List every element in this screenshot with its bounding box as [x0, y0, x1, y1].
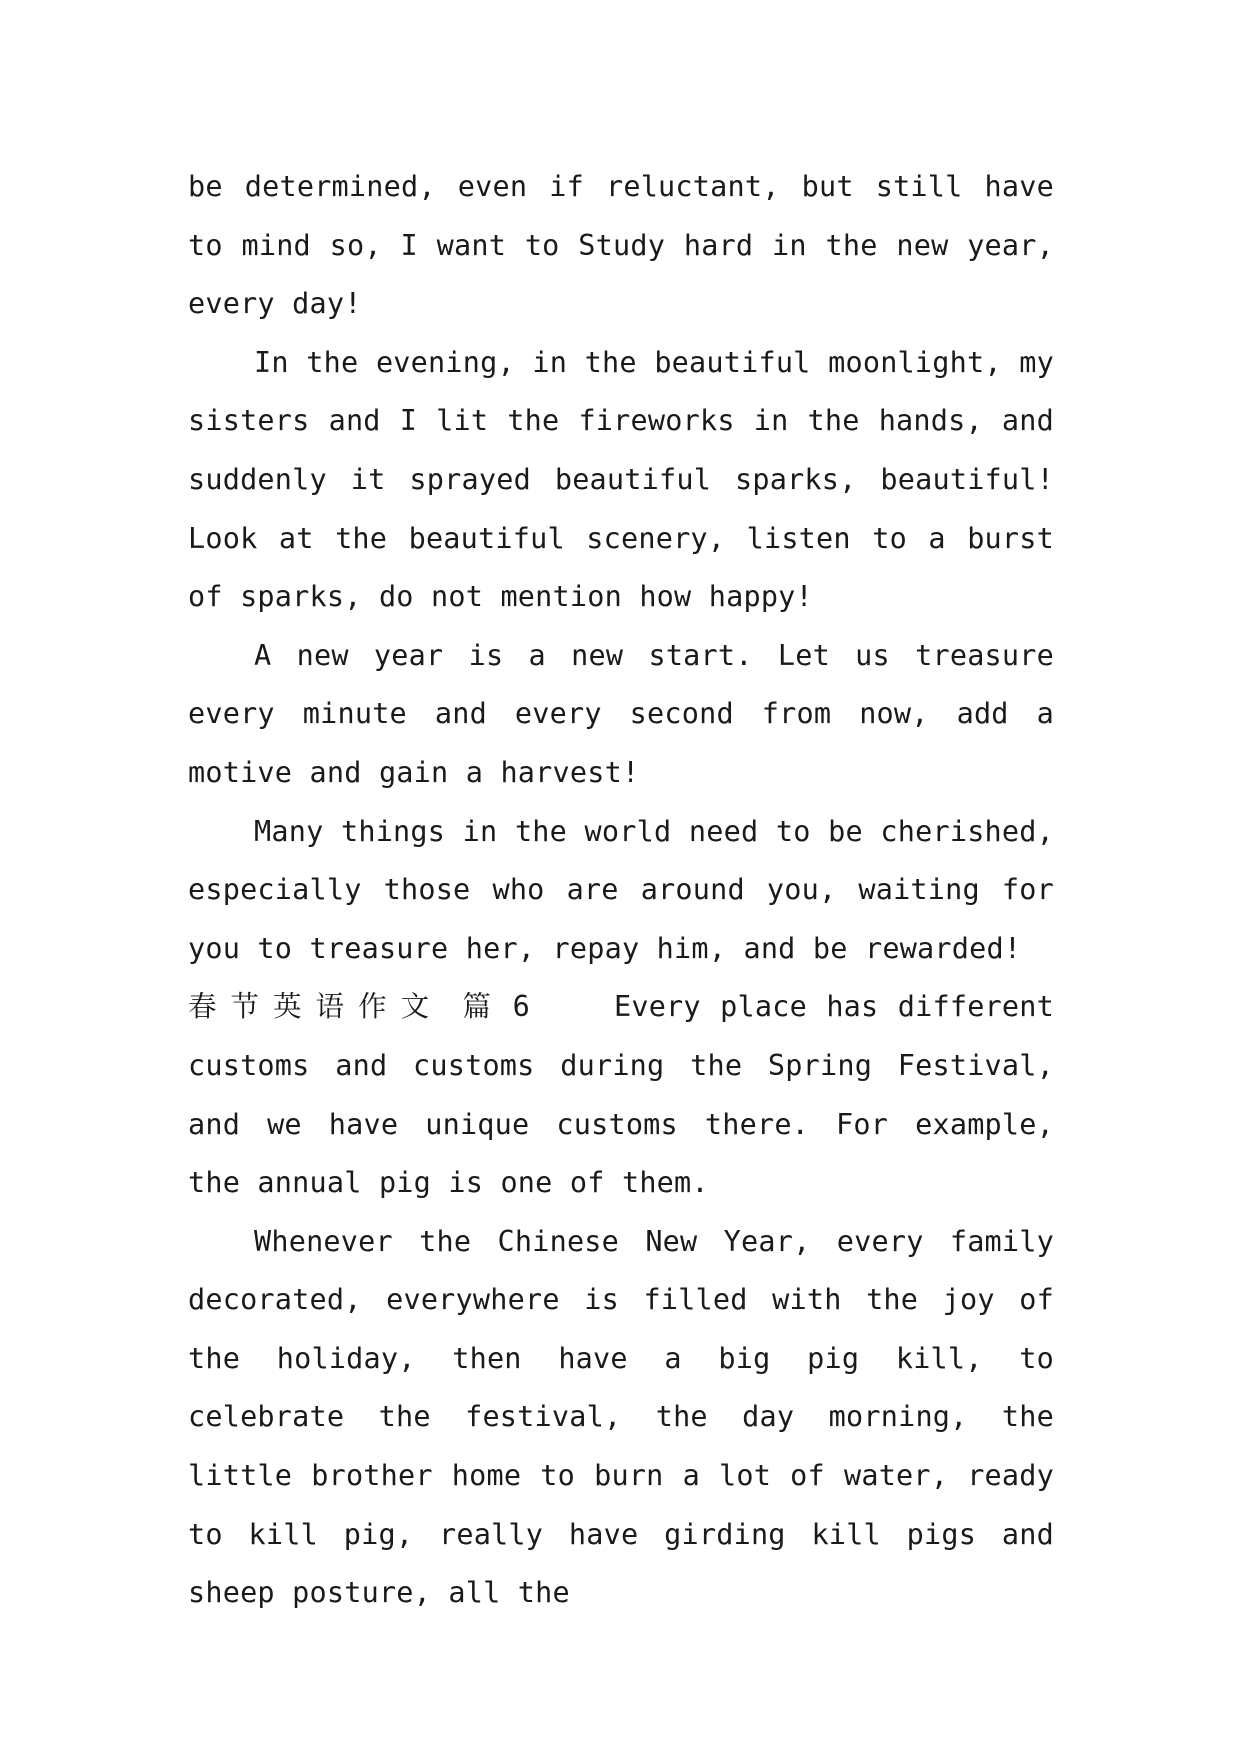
paragraph: In the evening, in the beautiful moonlight, my sisters and I lit the fireworks in the hands, and suddenly it sprayed beautiful sparks, beautiful! Look at the beautiful scenery, listen to a burst of sparks, do not mention how happy!	[188, 345, 1054, 614]
document-body	[188, 158, 1054, 1623]
paragraph: Whenever the Chinese New Year, every family decorated, everywhere is filled with the joy of the holiday, then have a big pig kill, to celebrate the festival, the day morning, the little brother home to burn a lot of water, ready to kill pig, really have girding kill pigs and sheep posture, all the	[188, 1224, 1054, 1610]
paragraph: Many things in the world need to be cherished, especially those who are around you, waiting for you to treasure her, repay him, and be rewarded!	[188, 814, 1054, 965]
section-paragraph	[188, 978, 1054, 1212]
section-heading: 春节英语作文	[188, 990, 444, 1024]
paragraph: A new year is a new start. Let us treasure every minute and every second from now, add a motive and gain a harvest!	[188, 638, 1054, 789]
section-number: 篇 6	[462, 990, 530, 1024]
section-first-paragraph: Every place has different customs and customs during the Spring Festival, and we have unique customs there. For example, the annual pig is one of them.	[188, 990, 1055, 1200]
paragraph: be determined, even if reluctant, but still have to mind so, I want to Study hard in the new year, every day!	[188, 170, 1054, 321]
